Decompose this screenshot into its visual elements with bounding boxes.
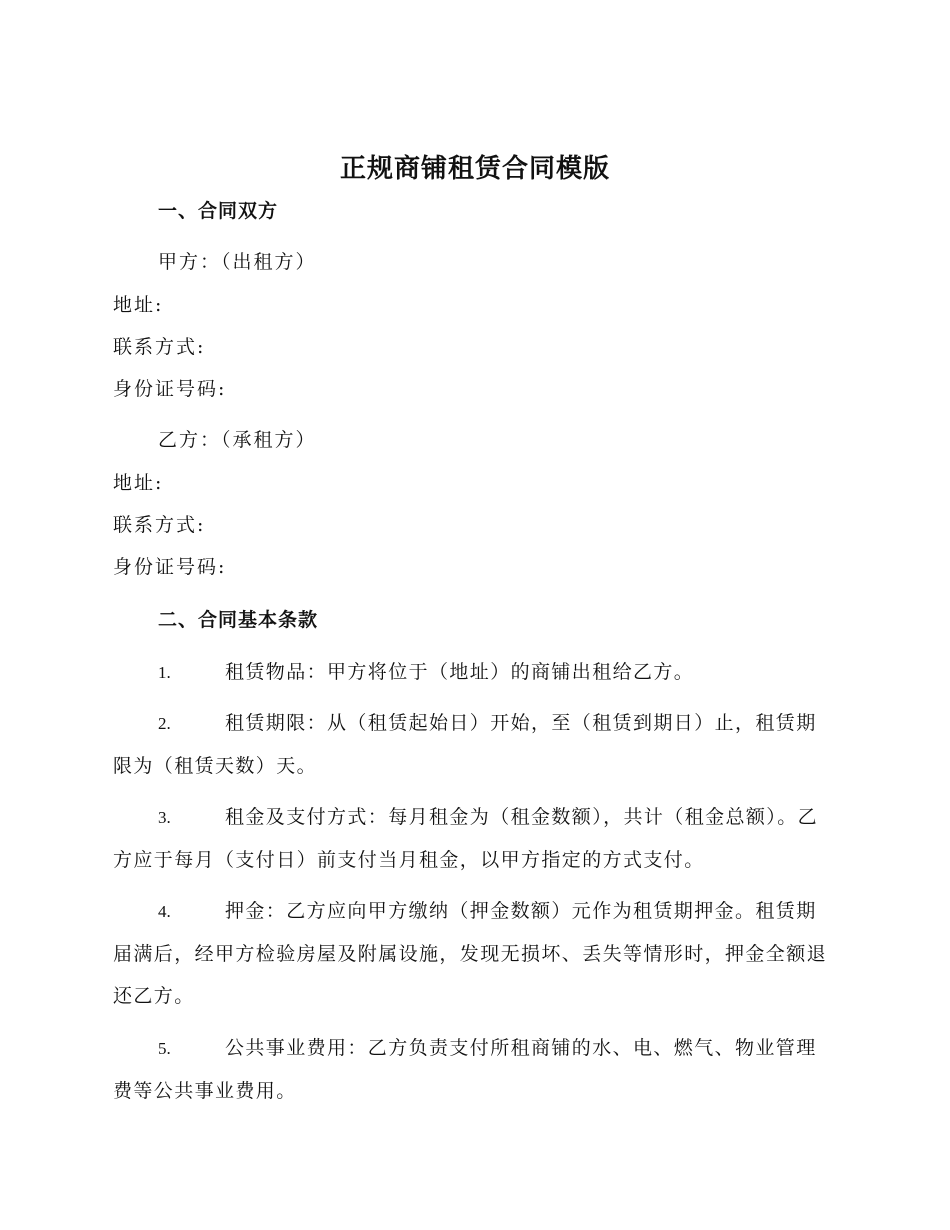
party-b-address: 地址:	[113, 472, 164, 494]
clause-text: 租赁物品：甲方将位于（地址）的商铺出租给乙方。	[225, 661, 695, 683]
clause-number: 4.	[158, 902, 171, 921]
section-heading-terms: 二、合同基本条款	[158, 609, 319, 631]
party-a-id: 身份证号码:	[113, 378, 227, 400]
clause-number: 5.	[158, 1039, 171, 1058]
clause-text: 押金：乙方应向甲方缴纳（押金数额）元作为租赁期押金。租赁期届满后，经甲方检验房屋及附属设施，发现无损坏、丢失等情形时，押金全额退还乙方。	[113, 900, 828, 1007]
party-a-label: 甲方：（出租方）	[158, 251, 317, 273]
section-heading-parties: 一、合同双方	[158, 200, 279, 222]
party-b-contact: 联系方式:	[113, 514, 206, 536]
party-b-id: 身份证号码:	[113, 556, 227, 578]
party-b-label: 乙方：（承租方）	[158, 429, 317, 451]
clause-text: 租赁期限：从（租赁起始日）开始，至（租赁到期日）止，租赁期限为（租赁天数）天。	[113, 712, 817, 777]
clause-item	[113, 796, 833, 881]
clause-text: 租金及支付方式：每月租金为（租金数额），共计（租金总额）。乙方应于每月（支付日）前支付当月租金，以甲方指定的方式支付。	[113, 806, 819, 871]
clause-item	[113, 1027, 833, 1112]
clause-item	[113, 890, 833, 1017]
clause-text: 公共事业费用：乙方负责支付所租商铺的水、电、燃气、物业管理费等公共事业费用。	[113, 1037, 817, 1102]
party-a-contact: 联系方式:	[113, 336, 206, 358]
clause-item	[113, 651, 833, 694]
document-title: 正规商铺租赁合同模版	[339, 154, 610, 184]
clause-number: 1.	[158, 663, 171, 682]
clause-item	[113, 702, 833, 787]
clause-number: 2.	[158, 714, 171, 733]
party-a-address: 地址:	[113, 294, 164, 316]
clause-number: 3.	[158, 808, 171, 827]
